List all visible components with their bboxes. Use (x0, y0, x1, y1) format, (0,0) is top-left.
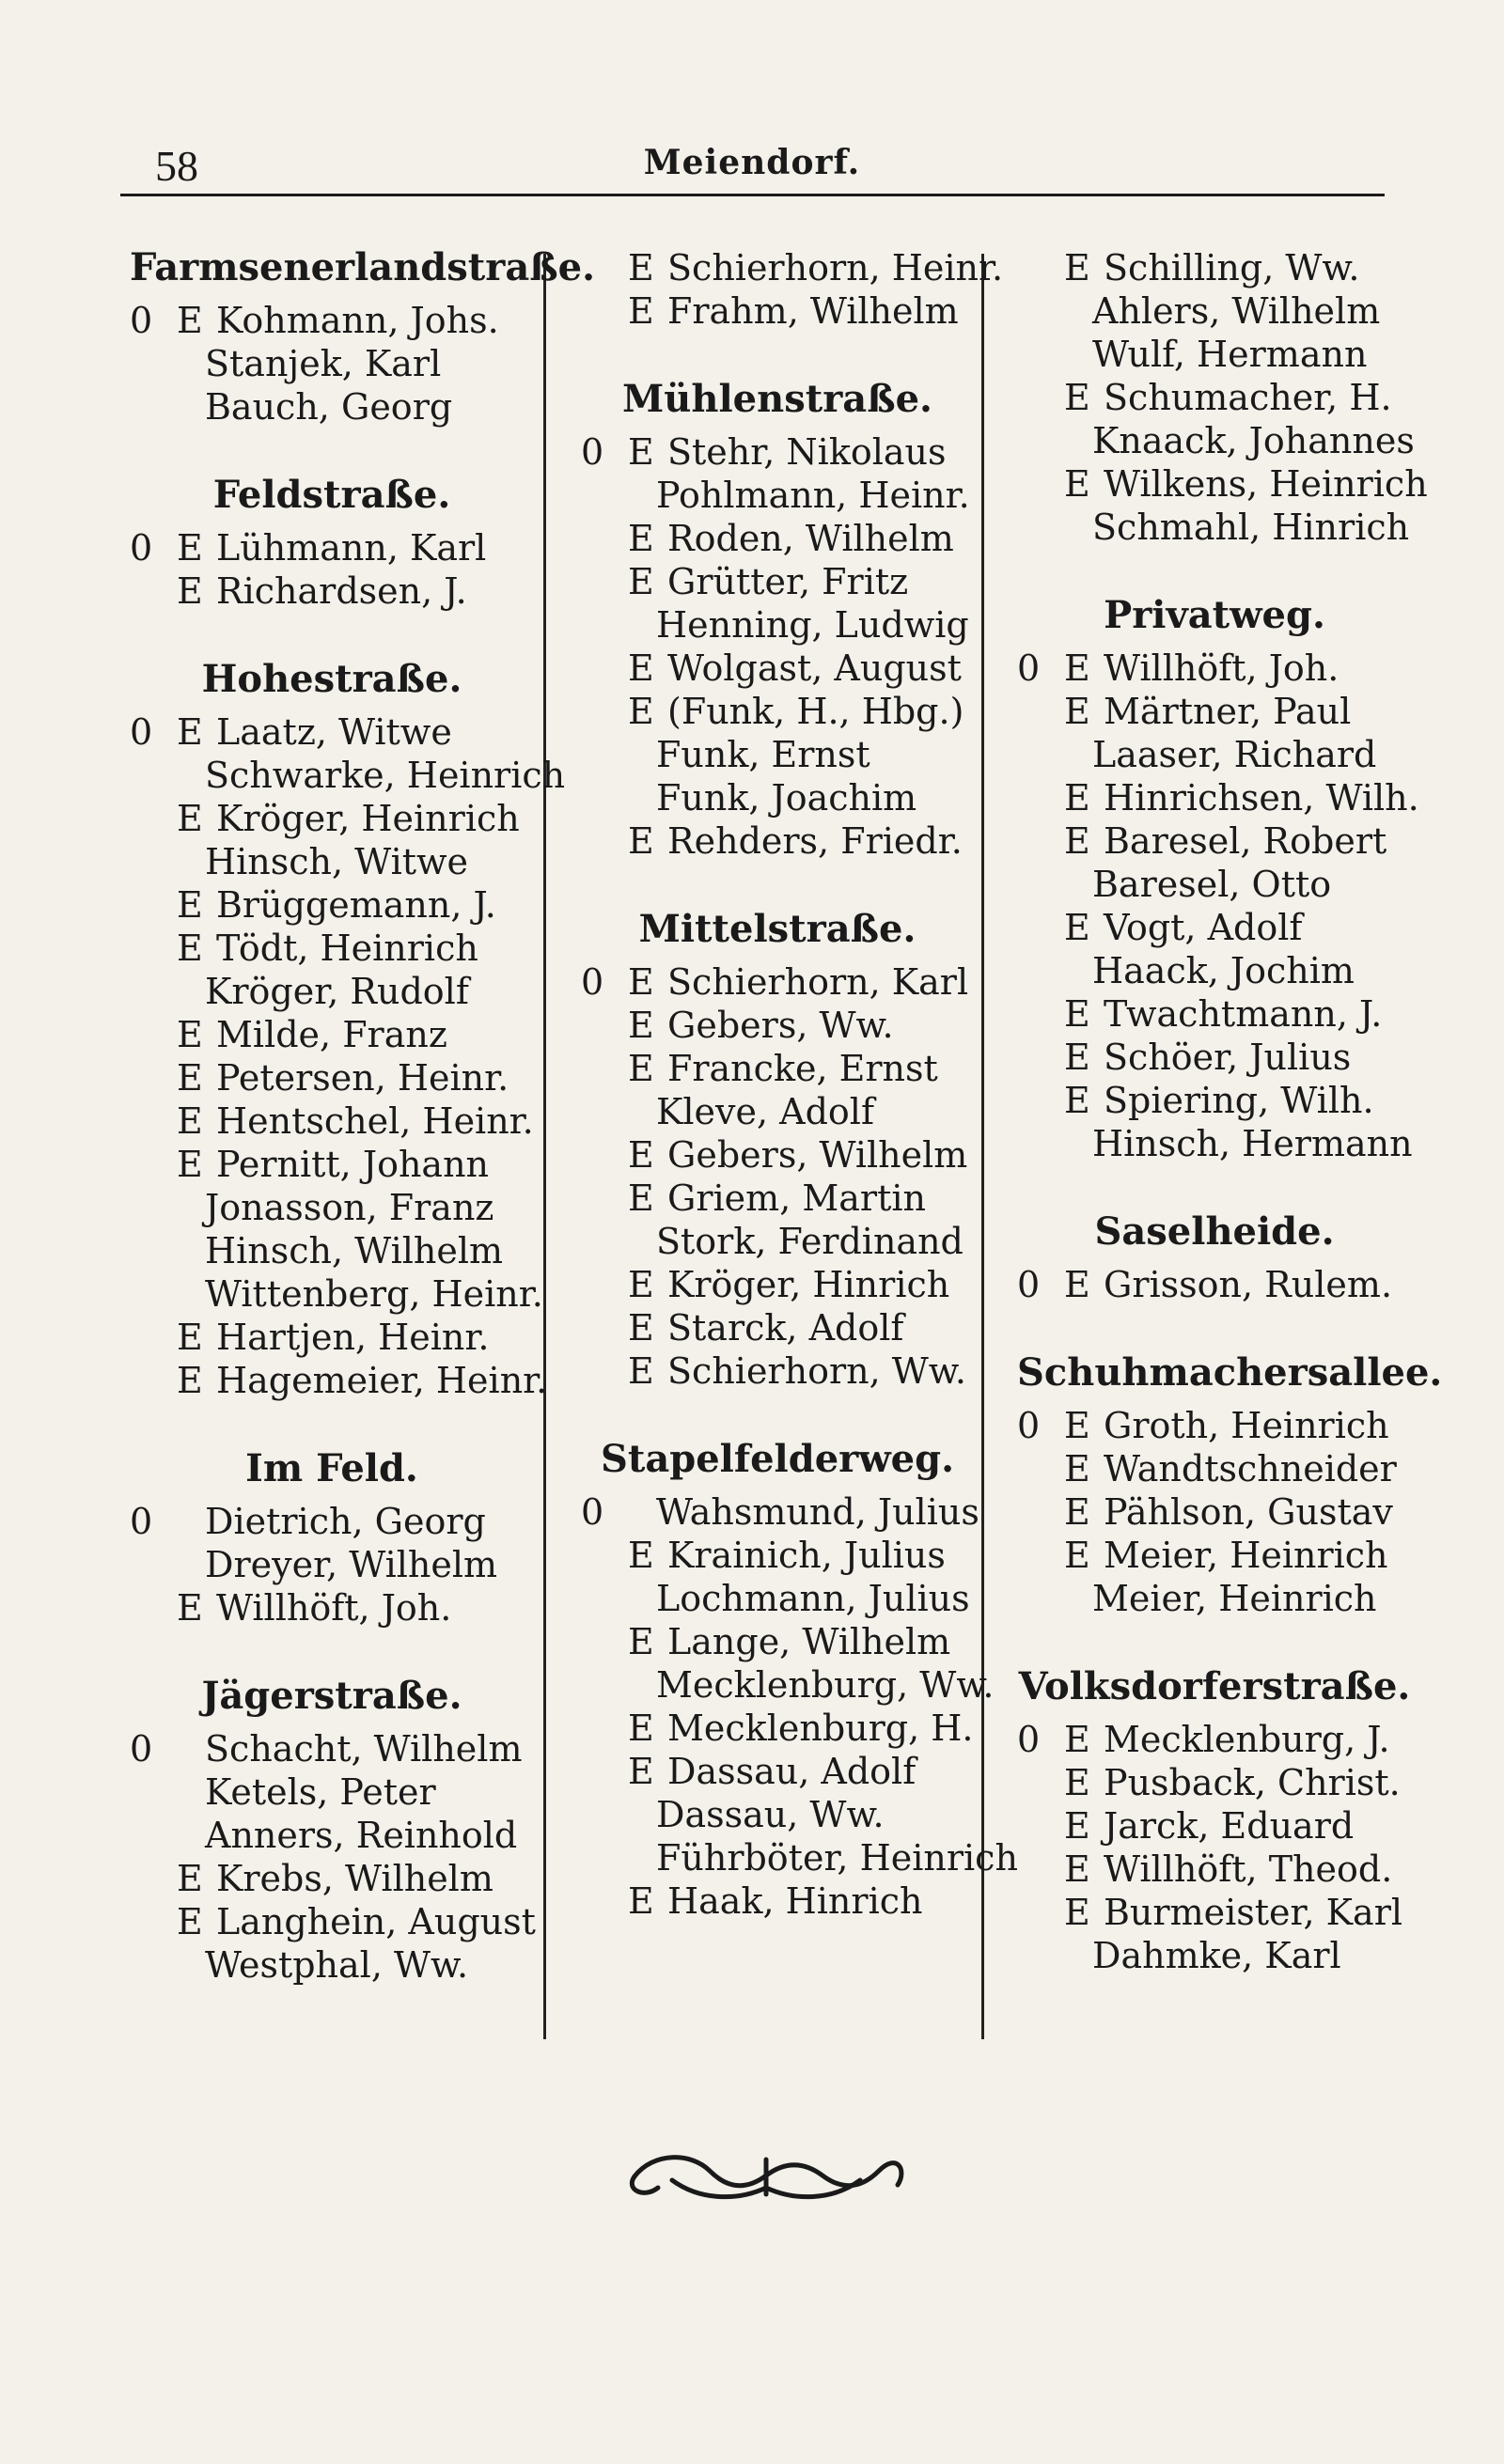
resident-entry (581, 960, 974, 1004)
section-gap (130, 613, 534, 658)
entry-marker-e: E (628, 1048, 654, 1089)
resident-name: Richardsen, J. (216, 570, 467, 612)
resident-entry (1017, 289, 1412, 333)
resident-name: Roden, Wilhelm (667, 518, 954, 559)
resident-entry (130, 927, 534, 970)
resident-name: Haack, Jochim (1092, 950, 1355, 991)
resident-name: (Funk, H., Hbg.) (667, 691, 964, 732)
resident-name: Meier, Heinrich (1092, 1578, 1377, 1619)
resident-entry (1017, 733, 1412, 776)
resident-name: Kröger, Hinrich (667, 1264, 950, 1305)
entry-marker-e: E (177, 928, 203, 969)
resident-entry (1017, 1404, 1412, 1447)
street-heading: Feldstraße. (212, 473, 451, 517)
resident-entry (1017, 1848, 1412, 1891)
resident-name: Baresel, Otto (1092, 864, 1332, 905)
resident-entry (581, 560, 974, 603)
resident-entry (1017, 949, 1412, 992)
resident-name: Märtner, Paul (1104, 691, 1352, 732)
entry-marker-e: E (628, 1621, 654, 1662)
resident-entry (581, 1534, 974, 1577)
resident-name: Krainich, Julius (667, 1535, 946, 1576)
resident-entry (581, 1306, 974, 1349)
entry-marker-e: E (1064, 1892, 1090, 1933)
resident-name: Dreyer, Wilhelm (205, 1544, 498, 1585)
resident-name: Kröger, Heinrich (216, 798, 520, 839)
street-heading: Hohestraße. (201, 657, 462, 701)
resident-name: Dassau, Adolf (667, 1751, 916, 1792)
resident-name: Stork, Ferdinand (656, 1221, 964, 1262)
street-heading: Farmsenerlandstraße. (130, 245, 596, 289)
resident-name: Frahm, Wilhelm (667, 290, 959, 332)
resident-entry (130, 385, 534, 429)
running-title: Meiendorf. (643, 143, 861, 182)
entry-marker-e: E (628, 518, 654, 559)
resident-name: Twachtmann, J. (1104, 993, 1383, 1035)
street-heading: Jägerstraße. (201, 1674, 462, 1718)
resident-entry (130, 1013, 534, 1056)
resident-name: Hartjen, Heinr. (216, 1317, 490, 1358)
resident-entry (130, 1272, 543, 1316)
resident-entry (581, 1577, 974, 1620)
entry-marker-o: 0 (1017, 1264, 1041, 1305)
entry-marker-e: E (177, 300, 203, 341)
resident-name: Hentschel, Heinr. (216, 1100, 534, 1142)
entry-marker-e: E (628, 431, 654, 473)
entry-marker-e: E (177, 1100, 203, 1142)
entry-marker-e: E (1064, 1848, 1090, 1890)
resident-entry (581, 1707, 974, 1750)
directory-column-2 (581, 246, 1018, 1923)
resident-entry (581, 1663, 995, 1707)
entry-marker-e: E (628, 1005, 654, 1046)
entry-marker-e: E (1064, 1805, 1090, 1847)
resident-name: Dassau, Ww. (656, 1794, 885, 1835)
column-divider (543, 254, 546, 2039)
resident-entry (581, 690, 974, 733)
resident-entry (581, 1879, 974, 1923)
street-heading: Privatweg. (1104, 593, 1325, 637)
resident-name: Bauch, Georg (205, 386, 453, 428)
resident-entry (1017, 647, 1412, 690)
resident-entry (1017, 1263, 1412, 1306)
resident-entry (130, 840, 534, 883)
resident-entry (581, 733, 974, 776)
resident-entry (1017, 1447, 1412, 1490)
resident-name: Schilling, Ww. (1104, 247, 1360, 289)
street-heading: Volksdorferstraße. (1018, 1664, 1411, 1708)
resident-name: Milde, Franz (216, 1014, 447, 1055)
resident-name: Wolgast, August (667, 647, 962, 689)
resident-entry (130, 1900, 534, 1943)
entry-marker-e: E (628, 247, 654, 289)
entry-marker-o: 0 (130, 1728, 153, 1770)
entry-marker-o: 0 (581, 961, 604, 1003)
entry-marker-e: E (177, 1057, 203, 1099)
resident-entry (130, 797, 534, 840)
resident-entry (1017, 776, 1419, 819)
resident-name: Hinrichsen, Wilh. (1104, 777, 1419, 819)
section-gap (130, 1402, 534, 1447)
resident-entry (1017, 906, 1412, 949)
resident-name: Schierhorn, Karl (667, 961, 969, 1003)
resident-entry (130, 299, 534, 342)
resident-entry (130, 1770, 534, 1814)
resident-name: Hinsch, Wilhelm (205, 1230, 504, 1271)
entry-marker-e: E (177, 1901, 203, 1942)
street-heading: Saselheide. (1094, 1209, 1335, 1254)
resident-name: Haak, Hinrich (667, 1880, 923, 1922)
street-heading: Schuhmachersallee. (1017, 1350, 1443, 1395)
entry-marker-e: E (1064, 1719, 1090, 1760)
resident-entry (1017, 1577, 1412, 1620)
resident-name: Willhöft, Joh. (216, 1587, 452, 1629)
resident-entry (1017, 690, 1412, 733)
resident-entry (581, 1349, 974, 1393)
resident-name: Henning, Ludwig (656, 604, 969, 646)
entry-marker-e: E (628, 561, 654, 602)
section-gap (581, 1393, 974, 1438)
resident-entry (1017, 863, 1412, 906)
resident-name: Mecklenburg, Ww. (656, 1664, 995, 1706)
resident-name: Dietrich, Georg (205, 1501, 486, 1542)
entry-marker-e: E (1064, 1037, 1090, 1078)
resident-entry (130, 526, 534, 569)
resident-entry (581, 1263, 974, 1306)
resident-entry (581, 1090, 974, 1133)
entry-marker-o: 0 (130, 527, 153, 569)
resident-entry (130, 1586, 534, 1630)
resident-entry (130, 883, 534, 927)
section-gap (1017, 549, 1412, 594)
entry-marker-o: 0 (1017, 1405, 1041, 1446)
resident-name: Wandtschneider (1104, 1448, 1397, 1489)
resident-entry (1017, 1891, 1412, 1934)
resident-name: Grisson, Rulem. (1104, 1264, 1393, 1305)
resident-entry (581, 1133, 974, 1177)
resident-name: Schierhorn, Ww. (667, 1350, 966, 1392)
entry-marker-e: E (177, 1317, 203, 1358)
resident-name: Wittenberg, Heinr. (205, 1273, 543, 1315)
resident-name: Hagemeier, Heinr. (216, 1360, 548, 1401)
section-gap (1017, 1165, 1412, 1210)
resident-entry (1017, 1490, 1412, 1534)
resident-entry (130, 1727, 534, 1770)
resident-name: Lühmann, Karl (216, 527, 487, 569)
resident-name: Rehders, Friedr. (667, 820, 963, 862)
resident-name: Gebers, Wilhelm (667, 1134, 968, 1176)
resident-name: Ketels, Peter (205, 1771, 436, 1813)
resident-name: Mecklenburg, J. (1104, 1719, 1390, 1760)
entry-marker-o: 0 (581, 1491, 604, 1533)
resident-name: Führböter, Heinrich (656, 1837, 1018, 1879)
entry-marker-e: E (628, 290, 654, 332)
resident-entry (130, 754, 566, 797)
entry-marker-e: E (628, 1535, 654, 1576)
directory-column-1 (130, 245, 596, 1987)
resident-entry (1017, 1804, 1412, 1848)
entry-marker-e: E (1064, 1535, 1090, 1576)
entry-marker-e: E (1064, 907, 1090, 948)
entry-marker-e: E (1064, 1405, 1090, 1446)
resident-name: Krebs, Wilhelm (216, 1858, 494, 1899)
resident-entry (581, 1177, 974, 1220)
entry-marker-e: E (1064, 777, 1090, 819)
entry-marker-e: E (628, 1177, 654, 1219)
resident-name: Laaser, Richard (1092, 734, 1377, 775)
resident-entry (130, 1857, 534, 1900)
resident-name: Wulf, Hermann (1092, 334, 1368, 375)
resident-name: Griem, Martin (667, 1177, 926, 1219)
resident-name: Funk, Ernst (656, 734, 870, 775)
street-heading: Stapelfelderweg. (600, 1437, 954, 1481)
section-gap (581, 333, 974, 378)
resident-entry (1017, 376, 1412, 419)
entry-marker-e: E (628, 1264, 654, 1305)
resident-name: Baresel, Robert (1104, 820, 1387, 862)
entry-marker-e: E (628, 1350, 654, 1392)
resident-entry (581, 289, 974, 333)
resident-name: Pernitt, Johann (216, 1144, 490, 1185)
resident-name: Brüggemann, J. (216, 884, 496, 926)
resident-entry (581, 1750, 974, 1793)
resident-entry (581, 1004, 974, 1047)
resident-name: Ahlers, Wilhelm (1092, 290, 1381, 332)
entry-marker-o: 0 (130, 1501, 153, 1542)
resident-name: Schmahl, Hinrich (1092, 507, 1410, 548)
resident-entry (130, 1500, 534, 1543)
resident-name: Groth, Heinrich (1104, 1405, 1389, 1446)
section-gap (130, 1630, 534, 1675)
resident-entry (1017, 992, 1412, 1036)
resident-name: Pusback, Christ. (1104, 1762, 1401, 1803)
entry-marker-e: E (177, 1144, 203, 1185)
resident-name: Knaack, Johannes (1092, 420, 1415, 461)
resident-name: Schöer, Julius (1104, 1037, 1352, 1078)
resident-name: Funk, Joachim (656, 777, 917, 819)
entry-marker-o: 0 (1017, 647, 1041, 689)
resident-name: Petersen, Heinr. (216, 1057, 509, 1099)
resident-name: Mecklenburg, H. (667, 1708, 974, 1749)
resident-entry (581, 603, 974, 647)
resident-name: Gebers, Ww. (667, 1005, 894, 1046)
entry-marker-e: E (628, 820, 654, 862)
resident-entry (581, 1793, 974, 1836)
entry-marker-e: E (1064, 820, 1090, 862)
resident-name: Willhöft, Theod. (1104, 1848, 1393, 1890)
resident-name: Wahsmund, Julius (656, 1491, 979, 1533)
entry-marker-o: 0 (581, 431, 604, 473)
entry-marker-e: E (1064, 993, 1090, 1035)
entry-marker-e: E (177, 884, 203, 926)
resident-name: Starck, Adolf (667, 1307, 904, 1349)
entry-marker-e: E (177, 711, 203, 753)
street-heading: Mittelstraße. (638, 907, 916, 951)
resident-name: Pählson, Gustav (1104, 1491, 1393, 1533)
resident-entry (1017, 1718, 1412, 1761)
resident-entry (130, 1943, 534, 1987)
entry-marker-e: E (1064, 691, 1090, 732)
resident-entry (581, 776, 974, 819)
resident-name: Tödt, Heinrich (216, 928, 478, 969)
resident-name: Kohmann, Johs. (216, 300, 499, 341)
resident-entry (581, 430, 974, 474)
column-divider (981, 254, 984, 2039)
resident-name: Schacht, Wilhelm (205, 1728, 523, 1770)
resident-entry (130, 1099, 534, 1143)
resident-name: Hinsch, Witwe (205, 841, 469, 882)
street-heading: Im Feld. (245, 1446, 418, 1490)
resident-entry (1017, 462, 1428, 506)
resident-entry (581, 647, 974, 690)
resident-entry (130, 342, 534, 385)
resident-entry (581, 517, 974, 560)
resident-entry (130, 1543, 534, 1586)
resident-entry (130, 1814, 534, 1857)
entry-marker-o: 0 (130, 711, 153, 753)
resident-entry (1017, 1036, 1412, 1079)
resident-name: Schierhorn, Heinr. (667, 247, 1004, 289)
entry-marker-e: E (1064, 1080, 1090, 1121)
entry-marker-e: E (177, 527, 203, 569)
section-gap (1017, 1306, 1412, 1351)
entry-marker-e: E (1064, 463, 1090, 505)
resident-entry (1017, 506, 1412, 549)
page-number: 58 (155, 142, 198, 190)
resident-name: Westphal, Ww. (205, 1944, 469, 1986)
entry-marker-e: E (1064, 1491, 1090, 1533)
resident-entry (581, 1220, 974, 1263)
entry-marker-e: E (628, 961, 654, 1003)
entry-marker-e: E (628, 691, 654, 732)
entry-marker-e: E (1064, 1264, 1090, 1305)
entry-marker-e: E (1064, 247, 1090, 289)
resident-entry (581, 1490, 979, 1534)
resident-name: Francke, Ernst (667, 1048, 938, 1089)
resident-entry (130, 1359, 548, 1402)
resident-name: Kleve, Adolf (656, 1091, 875, 1132)
resident-name: Vogt, Adolf (1104, 907, 1303, 948)
resident-entry (1017, 1934, 1412, 1977)
section-gap (1017, 1620, 1412, 1665)
resident-name: Jonasson, Franz (205, 1187, 494, 1228)
resident-entry (1017, 1122, 1412, 1165)
resident-entry (130, 1186, 534, 1229)
resident-entry (581, 1836, 1018, 1879)
resident-entry (1017, 419, 1415, 462)
resident-name: Dahmke, Karl (1092, 1935, 1341, 1976)
entry-marker-e: E (1064, 1762, 1090, 1803)
entry-marker-o: 0 (130, 300, 153, 341)
resident-name: Schumacher, H. (1104, 377, 1392, 418)
ornament-icon (616, 2143, 916, 2208)
entry-marker-e: E (177, 570, 203, 612)
resident-entry (1017, 819, 1412, 863)
resident-entry (130, 970, 534, 1013)
entry-marker-e: E (177, 1858, 203, 1899)
resident-entry (130, 1316, 534, 1359)
resident-name: Wilkens, Heinrich (1104, 463, 1428, 505)
resident-name: Kröger, Rudolf (205, 971, 469, 1012)
resident-entry (581, 246, 1004, 289)
entry-marker-e: E (628, 1708, 654, 1749)
resident-name: Stanjek, Karl (205, 343, 442, 384)
resident-name: Langhein, August (216, 1901, 536, 1942)
resident-entry (1017, 1534, 1412, 1577)
resident-entry (581, 819, 974, 863)
street-heading: Mühlenstraße. (622, 377, 932, 421)
resident-name: Burmeister, Karl (1104, 1892, 1403, 1933)
entry-marker-e: E (628, 647, 654, 689)
resident-name: Meier, Heinrich (1104, 1535, 1388, 1576)
entry-marker-e: E (628, 1751, 654, 1792)
entry-marker-e: E (1064, 1448, 1090, 1489)
resident-name: Grütter, Fritz (667, 561, 909, 602)
resident-entry (1017, 1761, 1412, 1804)
resident-entry (130, 1143, 534, 1186)
entry-marker-e: E (177, 1014, 203, 1055)
entry-marker-e: E (628, 1880, 654, 1922)
directory-column-3 (1017, 246, 1443, 1977)
resident-name: Spiering, Wilh. (1104, 1080, 1374, 1121)
resident-name: Laatz, Witwe (216, 711, 452, 753)
resident-name: Anners, Reinhold (205, 1815, 518, 1856)
resident-name: Hinsch, Hermann (1092, 1123, 1413, 1164)
section-gap (581, 863, 974, 908)
resident-entry (1017, 1079, 1412, 1122)
resident-entry (581, 1620, 974, 1663)
resident-name: Jarck, Eduard (1104, 1805, 1355, 1847)
resident-name: Lochmann, Julius (656, 1578, 970, 1619)
resident-name: Stehr, Nikolaus (667, 431, 947, 473)
resident-name: Willhöft, Joh. (1104, 647, 1340, 689)
entry-marker-o: 0 (1017, 1719, 1041, 1760)
entry-marker-e: E (628, 1307, 654, 1349)
resident-entry (1017, 333, 1412, 376)
resident-name: Pohlmann, Heinr. (656, 475, 970, 516)
entry-marker-e: E (1064, 647, 1090, 689)
entry-marker-e: E (177, 798, 203, 839)
resident-entry (130, 1056, 534, 1099)
resident-entry (581, 474, 974, 517)
resident-entry (581, 1047, 974, 1090)
section-gap (130, 429, 534, 474)
resident-entry (130, 1229, 534, 1272)
resident-name: Lange, Wilhelm (667, 1621, 951, 1662)
resident-entry (130, 710, 534, 754)
resident-name: Schwarke, Heinrich (205, 755, 566, 796)
entry-marker-e: E (628, 1134, 654, 1176)
entry-marker-e: E (1064, 377, 1090, 418)
entry-marker-e: E (177, 1587, 203, 1629)
entry-marker-e: E (177, 1360, 203, 1401)
resident-entry (1017, 246, 1412, 289)
resident-entry (130, 569, 534, 613)
header-rule (120, 194, 1385, 196)
